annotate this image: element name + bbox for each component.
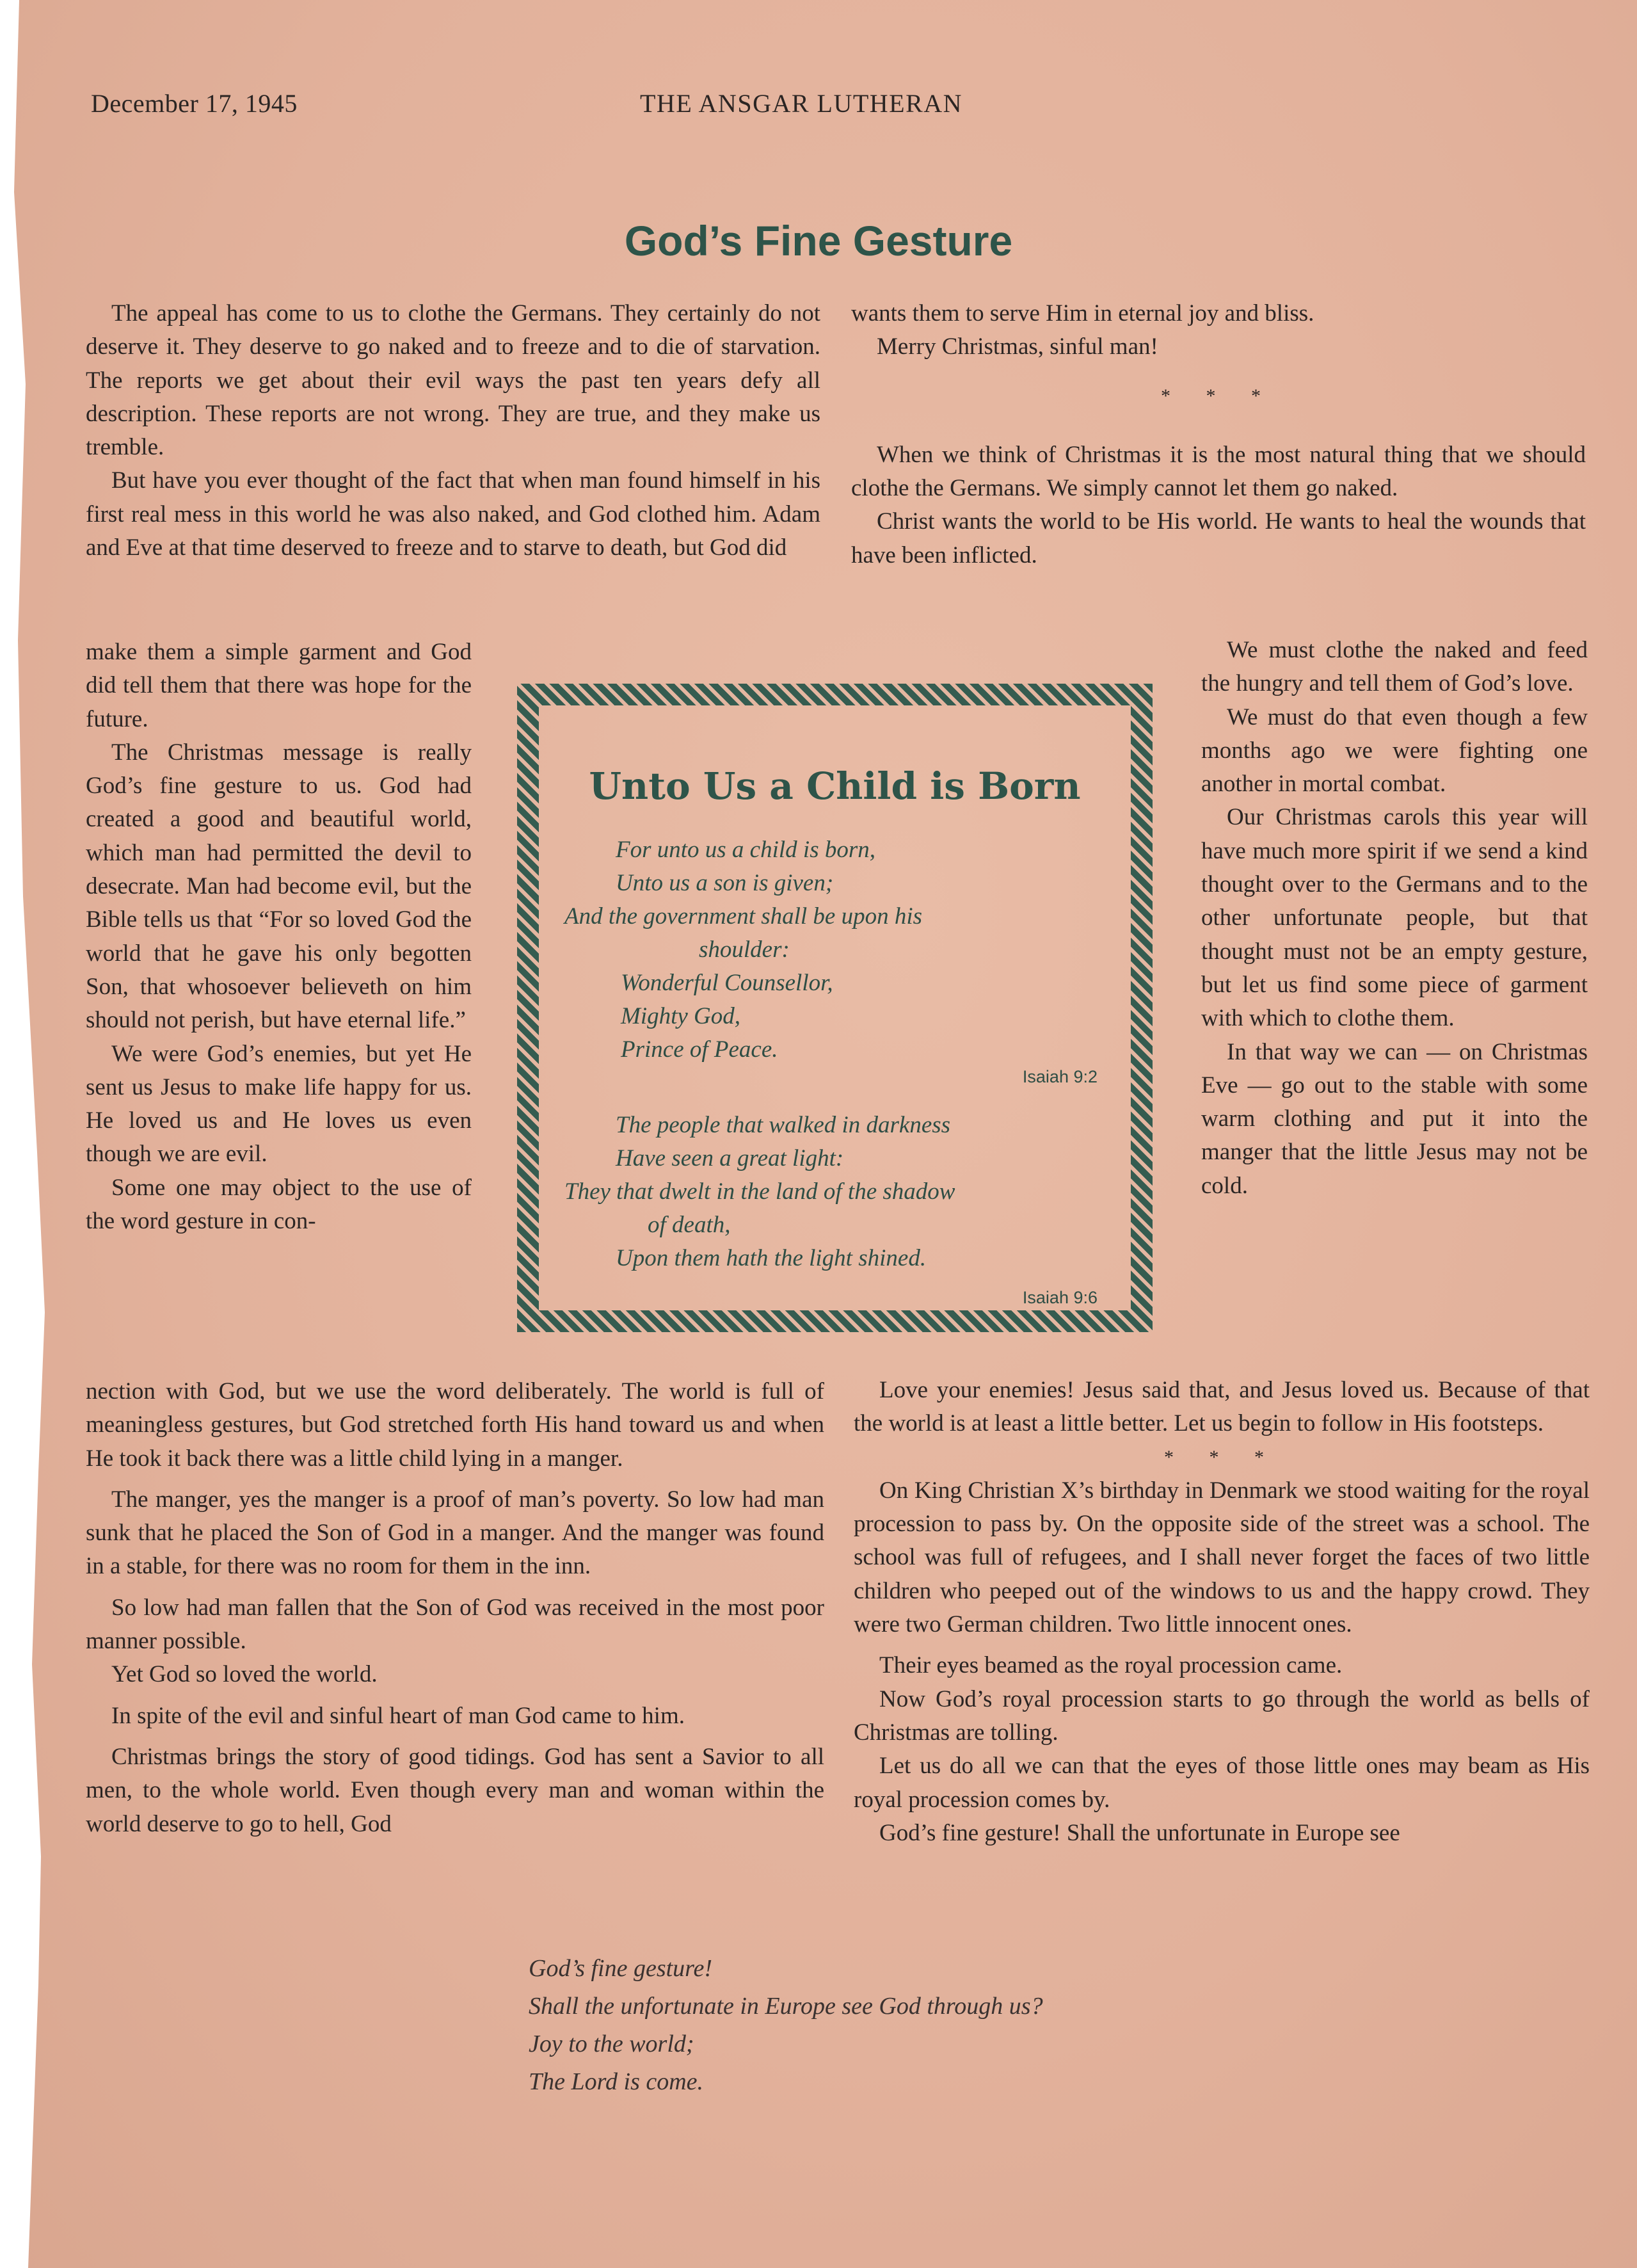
paragraph: Love your enemies! Jesus said that, and Jesus loved us. Because of that the world is at least a little better. Let us begin to follow in His footsteps.	[854, 1377, 1590, 1437]
verse-line: Unto us a son is given;	[616, 870, 834, 896]
paragraph: We must clothe the naked and feed the hungry and tell them of God’s love.	[1201, 637, 1588, 697]
verse-line: For unto us a child is born,	[616, 837, 875, 863]
paragraph: make them a simple garment and God did tell them that there was hope for the future.	[86, 639, 472, 732]
verse-line: Wonderful Counsellor,	[621, 970, 833, 996]
paragraph: When we think of Christmas it is the most natural thing that we should clothe the Germans. We simply cannot let them go naked.	[851, 441, 1586, 502]
paragraph: Christ wants the world to be His world. He wants to heal the wounds that have been inflicted.	[851, 508, 1586, 568]
section-separator: * * *	[1164, 1446, 1279, 1468]
paragraph: Merry Christmas, sinful man!	[877, 334, 1158, 360]
closing-verse	[529, 1950, 1043, 2101]
column-2-top	[851, 297, 1586, 572]
verse-line: shoulder:	[699, 937, 790, 963]
torn-page-edge	[0, 0, 45, 2268]
scripture-reference: Isaiah 9:2	[1022, 1067, 1098, 1086]
paragraph: The manger, yes the manger is a proof of man’s poverty. So low had man sunk that he placed the Son of God in a manger. And the manger was found in a stable, for there was no room for them in the inn.	[86, 1486, 824, 1580]
column-1-top	[86, 297, 820, 565]
column-2-narrow	[1201, 634, 1588, 1203]
paragraph: In that way we can — on Christmas Eve — go out to the stable with some warm clothing and put it into the manger that the little Jesus may not be cold.	[1201, 1038, 1588, 1199]
verse-line: And the government shall be upon his	[564, 903, 923, 929]
issue-date: December 17, 1945	[91, 89, 298, 118]
column-1-bottom	[86, 1375, 824, 1841]
verse-block	[564, 833, 1140, 1066]
section-separator: * * *	[1161, 385, 1276, 406]
closing-line: Joy to the world;	[529, 2031, 694, 2057]
verse-line: Have seen a great light:	[616, 1145, 844, 1171]
paragraph: God’s fine gesture! Shall the unfortunate in Europe see	[879, 1819, 1400, 1846]
article-title: God’s Fine Gesture	[624, 217, 1013, 264]
verse-line: Prince of Peace.	[621, 1036, 778, 1063]
box-title: Unto Us a Child is Born	[589, 764, 1081, 808]
paragraph: But have you ever thought of the fact that when man found himself in his first real mess in this world he was also naked, and God clothed him. Adam and Eve at that time deserved to freeze and to starve to death, but God did	[86, 467, 820, 561]
paragraph: Some one may object to the use of the word gesture in con-	[86, 1174, 472, 1235]
scripture-reference: Isaiah 9:6	[1022, 1288, 1098, 1307]
column-1-narrow	[86, 636, 472, 1238]
verse-line: of death,	[648, 1212, 731, 1238]
paragraph: On King Christian X’s birthday in Denmark we stood waiting for the royal procession to pass by. On the opposite side of the street was a school. The school was full of refugees, and I shall never forget the faces of two little children who peeped out of the windows to us and the happy crowd. They were two German children. Two little innocent ones.	[854, 1477, 1590, 1638]
paragraph: Now God’s royal procession starts to go through the world as bells of Christmas are tolling.	[854, 1685, 1590, 1746]
paragraph: We must do that even though a few months ago we were fighting one another in mortal combat.	[1201, 704, 1588, 798]
verse-line: Mighty God,	[621, 1003, 741, 1029]
paragraph: nection with God, but we use the word deliberately. The world is full of meaningless gestures, but God stretched forth His hand toward us and when He took it back there was a little child lying in a manger.	[86, 1378, 824, 1472]
paragraph: The Christmas message is really God’s fine gesture to us. God had created a good and beautiful world, which man had permitted the devil to desecrate. Man had become evil, but the Bible tells us that “For so loved God the world that he gave his only begotten Son, that whosoever believeth on him should not perish, but have eternal life.”	[86, 739, 472, 1034]
paragraph: We were God’s enemies, but yet He sent us Jesus to make life happy for us. He loved us and He loves us even though we are evil.	[86, 1040, 472, 1168]
paragraph: Christmas brings the story of good tidings. God has sent a Savior to all men, to the whole world. Even though every man and woman within the world deserve to go to hell, God	[86, 1743, 824, 1837]
scripture-box	[517, 684, 1153, 1332]
verse-line: Upon them hath the light shined.	[616, 1245, 927, 1271]
closing-line: The Lord is come.	[529, 2068, 704, 2095]
paragraph: wants them to serve Him in eternal joy and bliss.	[851, 300, 1314, 326]
closing-line: God’s fine gesture!	[529, 1955, 713, 1982]
verse-block	[564, 1109, 1140, 1275]
paragraph: Their eyes beamed as the royal procession came.	[879, 1652, 1343, 1679]
newspaper-name: THE ANSGAR LUTHERAN	[640, 89, 963, 118]
closing-line: Shall the unfortunate in Europe see God through us?	[529, 1993, 1043, 2020]
paragraph: So low had man fallen that the Son of God was received in the most poor manner possible.	[86, 1594, 824, 1655]
verse-line: They that dwelt in the land of the shadow	[564, 1178, 955, 1205]
paragraph: Yet God so loved the world.	[111, 1661, 378, 1688]
verse-line: The people that walked in darkness	[616, 1112, 951, 1138]
paragraph: Let us do all we can that the eyes of those little ones may beam as His royal procession comes by.	[854, 1753, 1590, 1813]
paragraph: Our Christmas carols this year will have much more spirit if we send a kind thought over to the Germans and to the other unfortunate people, but that thought must not be an empty gesture, but let us find some piece of garment with which to clothe them.	[1201, 804, 1588, 1032]
paragraph: The appeal has come to us to clothe the Germans. They certainly do not deserve it. They deserve to go naked and to freeze and to die of starvation. The reports we get about their evil ways the past ten years defy all description. These reports are not wrong. They are true, and they make us tremble.	[86, 300, 820, 461]
column-2-bottom	[854, 1374, 1590, 1850]
paragraph: In spite of the evil and sinful heart of man God came to him.	[111, 1702, 685, 1729]
